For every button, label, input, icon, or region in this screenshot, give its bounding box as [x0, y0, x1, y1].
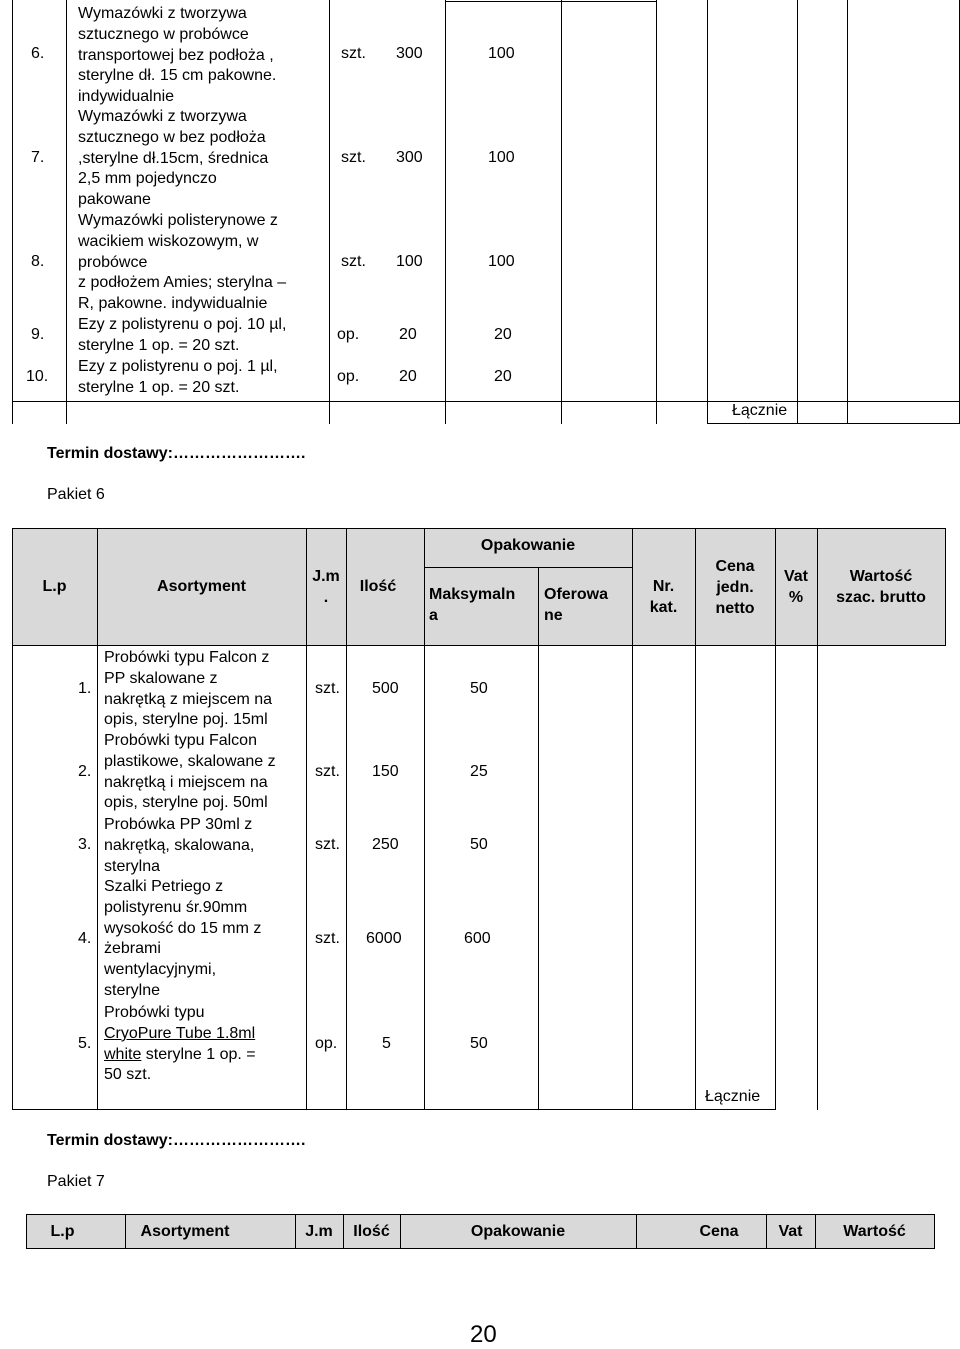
table-1-total-label: Łącznie	[732, 402, 788, 419]
table-2-row-pack: 50	[470, 836, 488, 853]
table-2-row-description: Probówki typu Falcon z PP skalowane z nakrętką z miejscem na opis, sterylne poj. 15ml	[104, 649, 273, 729]
package-6-title: Pakiet 6	[47, 486, 105, 503]
table-2-row-qty: 500	[372, 680, 399, 697]
table-2-row-pack: 25	[470, 763, 488, 780]
table-2-row-description: Probówki typu Falcon plastikowe, skalowane z nakrętką i miejscem na opis, sterylne poj. 50ml	[104, 732, 276, 812]
header-vat: Vat %	[783, 568, 808, 606]
header-lp: L.p	[42, 578, 67, 595]
table-3-header-jm: J.m	[305, 1223, 333, 1240]
table-2-row-unit: szt.	[315, 930, 340, 947]
table-2-row-unit: szt.	[315, 836, 340, 853]
table-2-row-unit: op.	[315, 1035, 338, 1052]
table-1-row-lp: 8.	[31, 253, 45, 270]
table-1-row-pack: 100	[488, 149, 515, 166]
delivery-term-1: Termin dostawy:…………………….	[47, 445, 306, 462]
table-1-row-qty: 20	[399, 368, 417, 385]
header-asortyment: Asortyment	[157, 578, 246, 595]
table-2-row-unit: szt.	[315, 680, 340, 697]
delivery-term-2: Termin dostawy:…………………….	[47, 1132, 306, 1149]
table-1-row-unit: szt.	[341, 149, 366, 166]
table-2-row-lp: 2.	[78, 763, 92, 780]
table-1-row-qty: 300	[396, 45, 423, 62]
table-1-row-lp: 9.	[31, 326, 45, 343]
table-1-row-lp: 10.	[26, 368, 49, 385]
header-cena: Cena jedn. netto	[715, 558, 755, 617]
table-1-row-unit: op.	[337, 368, 360, 385]
table-2-row-qty: 5	[382, 1035, 391, 1052]
header-opakowanie: Opakowanie	[480, 537, 576, 554]
table-1-row-unit: szt.	[341, 253, 366, 270]
table-2-row-pack: 50	[470, 1035, 488, 1052]
table-3-header-cena: Cena	[699, 1223, 739, 1240]
table-1-row-qty: 100	[396, 253, 423, 270]
table-2-row-qty: 250	[372, 836, 399, 853]
table-1-row-pack: 100	[488, 45, 515, 62]
table-1-row-description: Wymazówki z tworzywa sztucznego w probówce transportowej bez podłoża , sterylne dł. 15 cm pakowne. indywidualnie	[78, 5, 277, 106]
underlined-white: white	[104, 1045, 142, 1063]
header-jm: J.m .	[312, 568, 340, 606]
header-wartosc: Wartość szac. brutto	[836, 568, 926, 606]
table-1-row-description: Wymazówki z tworzywa sztucznego w bez podłoża ,sterylne dł.15cm, średnica 2,5 mm pojedynczo pakowane	[78, 108, 269, 209]
table-2-row-pack: 50	[470, 680, 488, 697]
table-2-row-lp: 3.	[78, 836, 92, 853]
table-1-row-description: Wymazówki polisterynowe z wacikiem wiskozowym, w probówce z podłożem Amies; sterylna – R, pakowne. indywidualnie	[78, 212, 287, 313]
table-1-row-description: Ezy z polistyrenu o poj. 1 µl, sterylne 1 op. = 20 szt.	[78, 358, 278, 396]
table-1-row-lp: 7.	[31, 149, 45, 166]
table-1-row-description: Ezy z polistyrenu o poj. 10 µl, sterylne 1 op. = 20 szt.	[78, 316, 287, 354]
table-2-row-lp: 1.	[78, 680, 92, 697]
table-1-row-pack: 20	[494, 368, 512, 385]
table-1-row-pack: 100	[488, 253, 515, 270]
table-2-row-qty: 150	[372, 763, 399, 780]
table-2-row-description: Szalki Petriego z polistyrenu śr.90mm wysokość do 15 mm z żebrami wentylacyjnymi, sterylne	[104, 878, 262, 999]
table-2-row-description: Probówka PP 30ml z nakrętką, skalowana, sterylna	[104, 816, 255, 875]
table-3-header-asortyment: Asortyment	[140, 1223, 230, 1240]
table-2-row-lp: 4.	[78, 930, 92, 947]
header-oferowane: Oferowa ne	[544, 586, 609, 624]
table-1-row-unit: op.	[337, 326, 360, 343]
table-1-row-qty: 20	[399, 326, 417, 343]
table-1-row-lp: 6.	[31, 45, 45, 62]
header-nr-kat: Nr. kat.	[649, 578, 678, 616]
package-7-title: Pakiet 7	[47, 1173, 105, 1190]
table-2-row-lp: 5.	[78, 1035, 92, 1052]
table-2-row-qty: 6000	[366, 930, 402, 947]
table-1-row-pack: 20	[494, 326, 512, 343]
table-3-header-opakowanie: Opakowanie	[470, 1223, 566, 1240]
table-2-row-pack: 600	[464, 930, 491, 947]
page-number: 20	[470, 1321, 497, 1348]
table-3-header-vat: Vat	[778, 1223, 803, 1240]
table-3-header-ilosc: Ilość	[353, 1223, 390, 1240]
table-2-total-label: Łącznie	[705, 1088, 761, 1105]
table-3-header-lp: L.p	[50, 1223, 75, 1240]
table-2-row-description: Probówki typu CryoPure Tube 1.8ml white sterylne 1 op. = 50 szt.	[104, 1004, 256, 1084]
header-ilosc: Ilość	[359, 578, 397, 595]
header-maksymalna: Maksymaln a	[429, 586, 516, 624]
table-3-header-wartosc: Wartość	[843, 1223, 906, 1240]
table-2-row-unit: szt.	[315, 763, 340, 780]
table-1-row-unit: szt.	[341, 45, 366, 62]
table-1-row-qty: 300	[396, 149, 423, 166]
